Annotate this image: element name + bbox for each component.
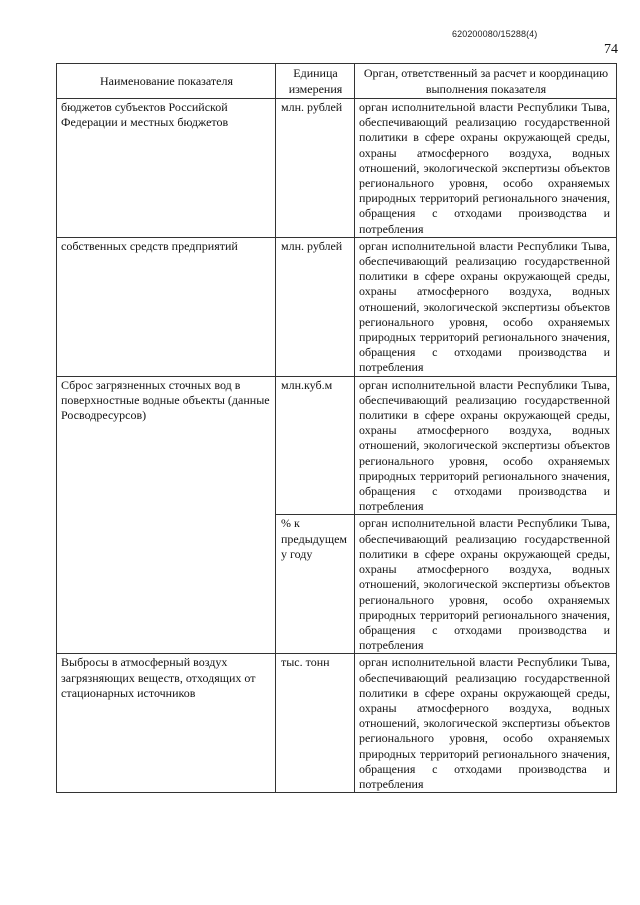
unit-cell: % к предыдущему году [276,515,355,654]
page-number: 74 [604,42,618,57]
responsible-cell: орган исполнительной власти Республики Тыва, обеспечивающий реализацию государственной политики в сфере охраны окружающей среды, охраны атмосферного воздуха, водных отношений, экологической экспертизы объектов регионального уровня, особо охраняемых природных территорий регионального значения, обращения с отходами производства и потребления [355,515,617,654]
indicator-cell: собственных средств предприятий [57,237,276,376]
unit-cell: млн. рублей [276,237,355,376]
responsible-cell: орган исполнительной власти Республики Тыва, обеспечивающий реализацию государственной политики в сфере охраны окружающей среды, охраны атмосферного воздуха, водных отношений, экологической экспертизы объектов регионального уровня, особо охраняемых природных территорий регионального значения, обращения с отходами производства и потребления [355,99,617,238]
header-unit: Единица измерения [276,64,355,99]
indicator-cell: Выбросы в атмосферный воздух загрязняющих веществ, отходящих от стационарных источников [57,654,276,793]
responsible-cell: орган исполнительной власти Республики Тыва, обеспечивающий реализацию государственной политики в сфере охраны окружающей среды, охраны атмосферного воздуха, водных отношений, экологической экспертизы объектов регионального уровня, особо охраняемых природных территорий регионального значения, обращения с отходами производства и потребления [355,237,617,376]
table-row [57,99,617,238]
table-row [57,654,617,793]
indicator-cell: бюджетов субъектов Российской Федерации и местных бюджетов [57,99,276,238]
header-indicator-name: Наименование показателя [57,64,276,99]
unit-cell: тыс. тонн [276,654,355,793]
table-header-row [57,64,617,99]
document-code: 620200080/15288(4) [452,29,538,39]
responsible-cell: орган исполнительной власти Республики Тыва, обеспечивающий реализацию государственной политики в сфере охраны окружающей среды, охраны атмосферного воздуха, водных отношений, экологической экспертизы объектов регионального уровня, особо охраняемых природных территорий регионального значения, обращения с отходами производства и потребления [355,376,617,515]
responsible-cell: орган исполнительной власти Республики Тыва, обеспечивающий реализацию государственной политики в сфере охраны окружающей среды, охраны атмосферного воздуха, водных отношений, экологической экспертизы объектов регионального уровня, особо охраняемых природных территорий регионального значения, обращения с отходами производства и потребления [355,654,617,793]
header-responsible-body: Орган, ответственный за расчет и координацию выполнения показателя [355,64,617,99]
unit-cell: млн.куб.м [276,376,355,515]
table-row [57,237,617,376]
indicators-table [56,63,617,793]
table-row [57,376,617,515]
unit-cell: млн. рублей [276,99,355,238]
indicator-cell: Сброс загрязненных сточных вод в поверхностные водные объекты (данные Росводресурсов) [57,376,276,654]
